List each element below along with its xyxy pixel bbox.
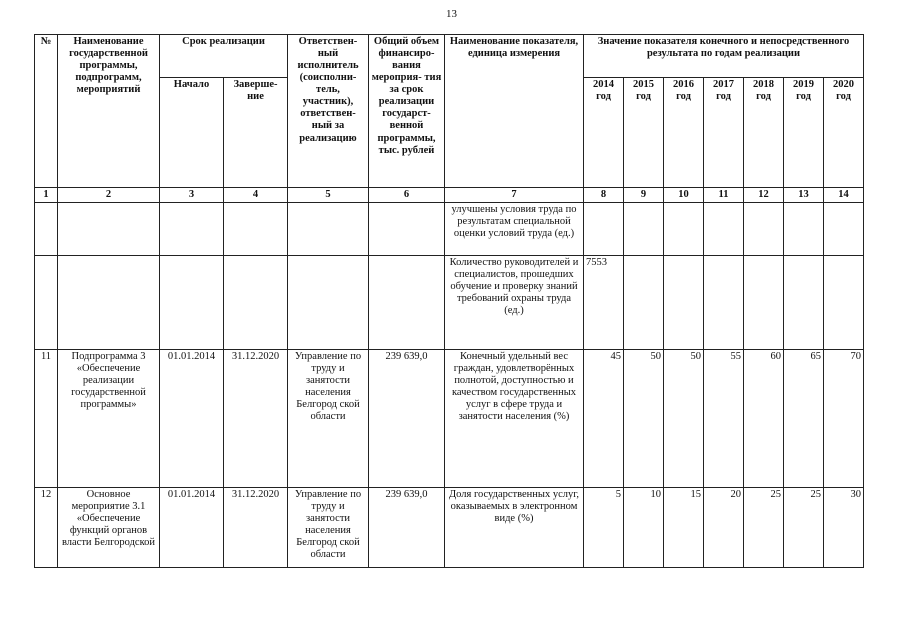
- row-value: 50: [664, 350, 704, 488]
- row-value: [664, 203, 704, 256]
- row-value: [784, 203, 824, 256]
- column-number: 10: [664, 188, 704, 203]
- table-row: [35, 256, 864, 350]
- row-funding: [369, 256, 445, 350]
- header-year: 2017 год: [704, 78, 744, 188]
- row-no: [35, 256, 58, 350]
- row-executor: Управление по труду и занятости населения Белгород ской области: [288, 350, 369, 488]
- row-end: [224, 203, 288, 256]
- row-value: [704, 203, 744, 256]
- row-value: [744, 256, 784, 350]
- row-indicator: Конечный удельный вес граждан, удовлетворённых полнотой, доступностью и качеством государственных услуг в сфере труда и занятости населения (%): [445, 350, 584, 488]
- row-executor: Управление по труду и занятости населения Белгород ской области: [288, 488, 369, 568]
- header-year: 2015 год: [624, 78, 664, 188]
- row-indicator: Количество руководителей и специалистов, прошедших обучение и проверку знаний требований охраны труда (ед.): [445, 256, 584, 350]
- header-year: 2020 год: [824, 78, 864, 188]
- header-executor: Ответствен- ный исполнитель (соисполни- тель, участник), ответствен- ный за реализацию: [288, 35, 369, 188]
- row-value: 10: [624, 488, 664, 568]
- column-number: 1: [35, 188, 58, 203]
- header-funding: Общий объем финансиро- вания мероприя- тия за срок реализации государст- венной программы, тыс. рублей: [369, 35, 445, 188]
- row-value: 45: [584, 350, 624, 488]
- row-value: [624, 203, 664, 256]
- column-number: 7: [445, 188, 584, 203]
- row-end: 31.12.2020: [224, 488, 288, 568]
- row-value: 25: [744, 488, 784, 568]
- row-value: [624, 256, 664, 350]
- row-name: Подпрограмма 3 «Обеспечение реализации государственной программы»: [58, 350, 160, 488]
- row-value: 25: [784, 488, 824, 568]
- row-funding: 239 639,0: [369, 488, 445, 568]
- row-start: [160, 203, 224, 256]
- header-end: Заверше- ние: [224, 78, 288, 188]
- program-table: [34, 34, 864, 568]
- row-value: [824, 256, 864, 350]
- row-value: [664, 256, 704, 350]
- row-name: [58, 203, 160, 256]
- row-value: 60: [744, 350, 784, 488]
- header-name: Наименование государственной программы, подпрограмм, мероприятий: [58, 35, 160, 188]
- row-value: 5: [584, 488, 624, 568]
- column-number-row: [35, 188, 864, 203]
- header-year: 2019 год: [784, 78, 824, 188]
- row-no: 11: [35, 350, 58, 488]
- table-row: [35, 488, 864, 568]
- row-value: 30: [824, 488, 864, 568]
- row-value: 15: [664, 488, 704, 568]
- column-number: 5: [288, 188, 369, 203]
- row-value: 20: [704, 488, 744, 568]
- header-values-title: Значение показателя конечного и непосредственного результата по годам реализации: [584, 35, 864, 78]
- row-end: [224, 256, 288, 350]
- row-start: [160, 256, 224, 350]
- row-executor: [288, 256, 369, 350]
- column-number: 6: [369, 188, 445, 203]
- row-no: 12: [35, 488, 58, 568]
- row-value: [744, 203, 784, 256]
- row-value: [704, 256, 744, 350]
- column-number: 8: [584, 188, 624, 203]
- table-row: [35, 203, 864, 256]
- row-value: 65: [784, 350, 824, 488]
- header-term: Срок реализации: [160, 35, 288, 78]
- column-number: 12: [744, 188, 784, 203]
- row-name: [58, 256, 160, 350]
- header-start: Начало: [160, 78, 224, 188]
- row-executor: [288, 203, 369, 256]
- header-year: 2018 год: [744, 78, 784, 188]
- row-value: [584, 203, 624, 256]
- row-value: 70: [824, 350, 864, 488]
- row-value: [784, 256, 824, 350]
- row-no: [35, 203, 58, 256]
- row-start: 01.01.2014: [160, 488, 224, 568]
- header-year: 2016 год: [664, 78, 704, 188]
- row-funding: [369, 203, 445, 256]
- column-number: 4: [224, 188, 288, 203]
- page-number: 13: [446, 8, 457, 20]
- row-funding: 239 639,0: [369, 350, 445, 488]
- header-no: №: [35, 35, 58, 188]
- row-value: 55: [704, 350, 744, 488]
- column-number: 13: [784, 188, 824, 203]
- row-value: [824, 203, 864, 256]
- row-value: 50: [624, 350, 664, 488]
- column-number: 11: [704, 188, 744, 203]
- row-start: 01.01.2014: [160, 350, 224, 488]
- column-number: 3: [160, 188, 224, 203]
- row-indicator: Доля государственных услуг, оказываемых в электронном виде (%): [445, 488, 584, 568]
- row-name: Основное мероприятие 3.1 «Обеспечение функций органов власти Белгородской: [58, 488, 160, 568]
- table-row: [35, 350, 864, 488]
- header-indicator: Наименование показателя, единица измерения: [445, 35, 584, 188]
- column-number: 14: [824, 188, 864, 203]
- column-number: 2: [58, 188, 160, 203]
- row-indicator: улучшены условия труда по результатам специальной оценки условий труда (ед.): [445, 203, 584, 256]
- row-value: 7553: [584, 256, 624, 350]
- column-number: 9: [624, 188, 664, 203]
- row-end: 31.12.2020: [224, 350, 288, 488]
- header-year: 2014 год: [584, 78, 624, 188]
